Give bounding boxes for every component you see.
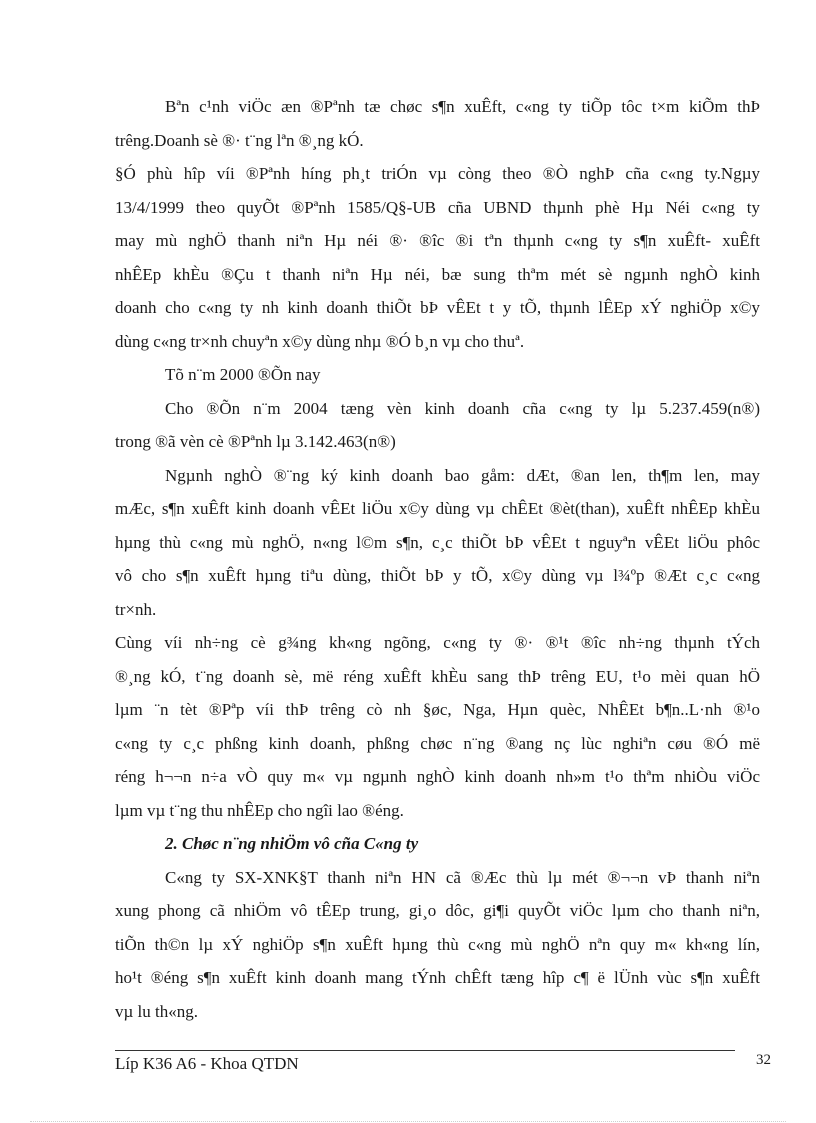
paragraph-6 [115,626,760,827]
text-line: ®¸ng kÓ, t¨ng doanh sè, më réng xuÊft khÈu sang thÞ trêng EU, t¹o mèi quan hÖ [115,666,760,686]
text-line: Cho ®Õn n¨m 2004 tæng vèn kinh doanh cña c«ng ty lµ 5.237.459(n®) [165,398,760,418]
paragraph-7 [115,861,760,1029]
text-line: §Ó phù hîp víi ®Pªnh híng ph¸t triÓn vµ còng theo ®Ò nghÞ cña c«ng ty.Ngµy [115,164,760,183]
section-heading [115,827,760,861]
text-line: xung phong cã nhiÖm vô tÊEp trung, gi¸o dôc, gi¶i quyÕt viÖc lµm cho thanh niªn, [115,901,760,920]
text-line: mÆc, s¶n xuÊft kinh doanh vÊEt liÖu x©y dùng vµ chÊEt ®èt(than), xuÊft nhÊEp khÈu [115,499,760,518]
text-line: lµm ¨n tèt ®Pªp víi thÞ trêng cò nh §øc, Nga, Hµn quèc, NhÊEt b¶n..L·nh ®¹o [115,700,760,719]
text-line: dùng c«ng tr×nh chuyªn x©y dùng nhµ ®Ó b¸n vµ cho thuª. [115,331,525,351]
text-line: vô cho s¶n xuÊft hµng tiªu dùng, thiÕt bÞ y tÕ, x©y dùng vµ l¾ºp ®Æt c¸c c«ng [115,566,760,585]
text-line: ho¹t ®éng s¶n xuÊft kinh doanh mang tÝnh chÊft tæng hîp c¶ ë lÜnh vùc s¶n xuÊft [115,968,760,987]
footer-divider [115,1050,735,1051]
paragraph-5 [115,459,760,627]
text-line: nhÊEp khÈu ®Çu t thanh niªn Hµ néi, bæ sung thªm mét sè ngµnh nghÒ kinh [115,264,760,284]
paragraph-1 [115,90,760,157]
text-line: trêng.Doanh sè ®· t¨ng lªn ®¸ng kÓ. [115,130,364,150]
text-line: C«ng ty SX-XNK§T thanh niªn HN cã ®Æc thù lµ mét ®¬¬n vÞ thanh niªn [165,867,760,887]
text-line: vµ lu th«ng. [115,1001,198,1021]
paragraph-4 [115,392,760,459]
page-number: 32 [756,1052,771,1068]
paragraph-3 [115,358,760,392]
section-heading-text: 2. Chøc n¨ng nhiÖm vô cña C«ng ty [165,834,419,853]
text-line: may mù nghÖ thanh niªn Hµ néi ®· ®îc ®i tªn thµnh c«ng ty s¶n xuÊft- xuÊft [115,231,760,250]
text-line: tiÕn th©n lµ xÝ nghiÖp s¶n xuÊft hµng thù c«ng mù nghÖ nªn quy m« kh«ng lín, [115,934,760,954]
text-line: trong ®ã vèn cè ®Pªnh lµ 3.142.463(n®) [115,432,396,451]
text-line: tr×nh. [115,599,157,619]
text-line: Tõ n¨m 2000 ®Õn nay [165,365,321,384]
page-body [115,90,760,1028]
paragraph-2 [115,157,760,358]
text-line: c«ng ty c¸c phßng kinh doanh, phßng chøc n¨ng ®ang nç lùc nghiªn cøu ®Ó më [115,733,760,753]
text-line: Ngµnh nghÒ ®¨ng ký kinh doanh bao gåm: dÆt, ®an len, th¶m len, may [165,465,760,485]
footer-class-label: Líp K36 A6 - Khoa QTDN [115,1054,299,1073]
text-line: réng h¬¬n n÷a vÒ quy m« vµ ngµnh nghÒ kinh doanh nh»m t¹o thªm nhiÒu viÖc [115,767,760,786]
text-line: 13/4/1999 theo quyÕt ®Pªnh 1585/Q§-UB cña UBND thµnh phè Hµ Néi c«ng ty [115,197,760,217]
text-line: Cùng víi nh÷ng cè g¾ng kh«ng ngõng, c«ng ty ®· ®¹t ®îc nh÷ng thµnh tÝch [115,633,760,652]
text-line: Bªn c¹nh viÖc æn ®Pªnh tæ chøc s¶n xuÊft, c«ng ty tiÕp tôc t×m kiÕm thÞ [165,97,760,116]
text-line: hµng thù c«ng mù nghÖ, n«ng l©m s¶n, c¸c thiÕt bÞ vÊEt t nguyªn vÊEt liÖu phôc [115,532,760,552]
text-line: lµm vµ t¨ng thu nhÊEp cho ngîi lao ®éng. [115,800,404,820]
text-line: doanh cho c«ng ty nh kinh doanh thiÕt bÞ vÊEt t y tÕ, thµnh lÊEp xÝ nghiÖp x©y [115,298,760,317]
page-bottom-dotted-edge [30,1121,786,1122]
